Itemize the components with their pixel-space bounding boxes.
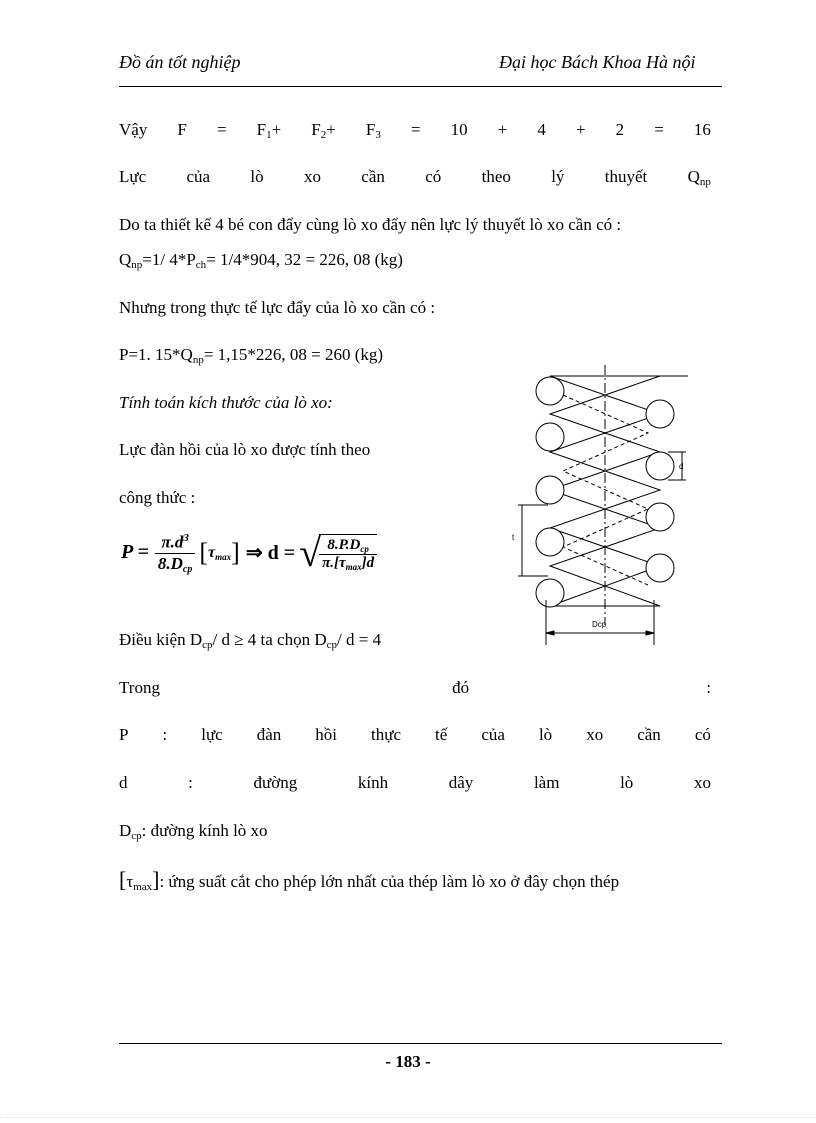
footer-rule [119, 1043, 722, 1044]
line-design-note: Do ta thiết kế 4 bé con đẩy cùng lò xo đẩy nên lực lý thuyết lò xo cần có : [119, 215, 622, 234]
line-formula-label: công thức : [119, 488, 196, 507]
spring-diagram [508, 365, 698, 655]
line-def-dcp: $D_{cp}$: đường kính lò xo [119, 821, 268, 842]
header-left: Đồ án tốt nghiệp [119, 52, 241, 72]
line-condition: Điều kiện $D_{cp}/$ d ≥ 4 ta chọn $D_{cp}/$ d = 4 [119, 630, 382, 651]
label-d: d [679, 462, 684, 471]
page-number: - 183 - [385, 1052, 431, 1071]
line-elastic-force: Lực đàn hồi của lò xo được tính theo [119, 440, 371, 459]
page-edge [0, 1117, 816, 1118]
line-def-tau: $[\tau_{max}]$: ứng suất cắt cho phép lớn nhất của thép làm lò xo ở đây chọn thép [119, 867, 620, 893]
line-theoretical-force: Lực của lò xo cần có theo lý thuyết $Q_{np}$ [119, 167, 711, 188]
line-sum-forces: Vậy F = $F_1+$ $F_2+$ $F_3$ = 10 + 4 + 2 = 16 [119, 120, 711, 141]
spring-formula: P = $\frac{\pi.d^3}{8.D_{cp}}$ [ $\tau_{max}$ ] ⇒ d = √ $\frac{8.P.D_{cp}}{\pi.[\tau_{max}]d}$ [121, 532, 377, 574]
line-where: Trong đó : [119, 678, 711, 697]
line-def-p: P : lực đàn hồi thực tế của lò xo cần có [119, 725, 711, 744]
header-right: Đại học Bách Khoa Hà nội [499, 52, 696, 72]
line-p-calc: P=1. $15*Q_{np}= 1,15*226$, 08 = 260 (kg) [119, 345, 384, 366]
label-dcp: Dcp [592, 620, 607, 629]
label-t: t [512, 533, 515, 542]
spring-coils [518, 365, 688, 645]
section-heading: Tính toán kích thước của lò xo: [119, 393, 333, 412]
line-def-d: d : đường kính dây làm lò xo [119, 773, 711, 792]
header-rule [119, 86, 722, 87]
line-actual-force: Nhưng trong thực tế lực đẩy của lò xo cần có : [119, 298, 436, 317]
line-qnp-calc: $Q_{np}=1/$ $4*P_{ch}= 1/4*904$, 32 = 226, 08 (kg) [119, 250, 403, 271]
